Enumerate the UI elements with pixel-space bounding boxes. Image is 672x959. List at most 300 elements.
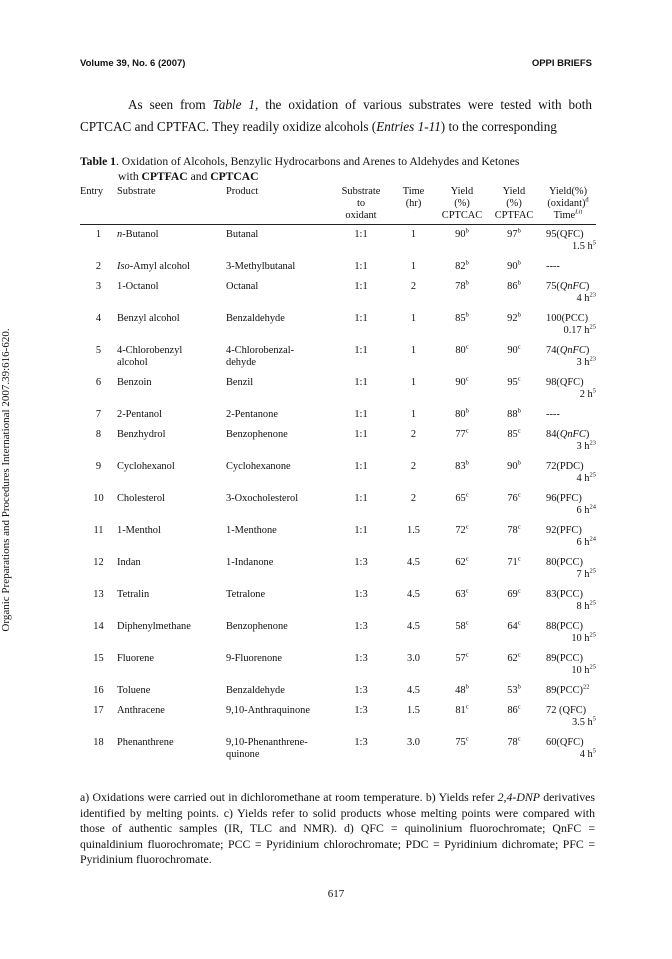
lit-yield: 80(PCC) (546, 557, 583, 568)
cell-ratio (331, 737, 391, 769)
ratio-value: 1:1 (354, 345, 368, 356)
ratio-value: 1:3 (354, 557, 368, 568)
yield-cptfac: 97 (507, 229, 518, 240)
lit-yield: 95(QFC) (546, 229, 584, 240)
time-value: 2 (410, 429, 417, 440)
yield-cptcac: 90 (455, 377, 466, 388)
yield-cptcac: 48 (455, 685, 466, 696)
cell-ratio (331, 589, 391, 621)
col-y2-3: CPTFAC (488, 210, 540, 225)
lit-time: 0.17 h (563, 325, 590, 336)
entry-number: 5 (95, 345, 102, 356)
yield-cptfac-note: c (517, 651, 521, 659)
product-name: Benzil (226, 377, 254, 388)
cell-product (226, 261, 331, 281)
substrate-prefix: n (117, 229, 123, 240)
yield-cptfac: 92 (507, 313, 518, 324)
yield-cptfac: 78 (507, 525, 518, 536)
yield-cptcac: 78 (455, 281, 466, 292)
header-row-1 (80, 186, 596, 198)
cell-substrate (117, 429, 226, 461)
table-footnotes (80, 790, 595, 868)
col-entry: Entry (80, 186, 104, 197)
yield-cptcac-note: c (465, 703, 469, 711)
cell-entry (80, 525, 117, 557)
cell-lit (540, 705, 596, 737)
lit-yield: 89(PCC) (546, 685, 583, 696)
cell-lit (540, 557, 596, 589)
cell-time (391, 705, 436, 737)
lit-time: 6 h (576, 537, 590, 548)
yield-cptcac: 80 (455, 409, 466, 420)
entry-number: 14 (93, 621, 104, 632)
product-name: 1-Indanone (226, 557, 274, 568)
yield-cptfac-note: c (517, 703, 521, 711)
substrate-name: Benzyl alcohol (117, 313, 180, 324)
yield-cptcac-note: b (465, 459, 469, 467)
table-row (80, 429, 596, 461)
ratio-value: 1:1 (354, 281, 368, 292)
cell-lit (540, 409, 596, 429)
lit-time-ref: 25 (589, 631, 596, 639)
yield-cptcac-note: c (465, 587, 469, 595)
cell-yield-cptcac (436, 409, 488, 429)
entry-number: 4 (95, 313, 102, 324)
cell-time (391, 409, 436, 429)
yield-cptfac-note: c (517, 587, 521, 595)
col-y1-1: Yield (450, 186, 474, 197)
cell-yield-cptfac (488, 705, 540, 737)
cell-lit (540, 377, 596, 409)
col-y3-1: Yield(%) (548, 186, 588, 197)
yield-cptcac: 58 (455, 621, 466, 632)
lit-time: 3 h (576, 357, 590, 368)
cell-entry (80, 225, 117, 262)
yield-cptcac-note: b (465, 311, 469, 319)
time-value: 2 (410, 281, 417, 292)
yield-cptfac-note: b (517, 227, 521, 235)
lit-time: 2 h (579, 389, 593, 400)
cell-yield-cptfac (488, 281, 540, 313)
cell-substrate (117, 313, 226, 345)
table-row (80, 261, 596, 281)
substrate-name: Cholesterol (117, 493, 165, 504)
table-row (80, 557, 596, 589)
yield-cptfac: 86 (507, 281, 518, 292)
cell-substrate (117, 281, 226, 313)
cell-entry (80, 281, 117, 313)
product-name: Butanal (226, 229, 259, 240)
substrate-name: 1-Menthol (117, 525, 161, 536)
time-value: 4.5 (407, 557, 420, 568)
ratio-value: 1:1 (354, 261, 368, 272)
caption-oxidant-2: CPTCAC (210, 170, 259, 183)
yield-cptcac-note: c (465, 427, 469, 435)
lit-time-ref: 5 (592, 747, 596, 755)
yield-cptcac: 63 (455, 589, 466, 600)
lit-yield: 84( (546, 429, 560, 440)
yield-cptfac: 69 (507, 589, 518, 600)
cell-lit (540, 493, 596, 525)
cell-yield-cptfac (488, 589, 540, 621)
substrate-line-2: alcohol (117, 357, 148, 368)
cell-substrate (117, 589, 226, 621)
cell-product (226, 461, 331, 493)
entry-number: 15 (93, 653, 104, 664)
cell-yield-cptfac (488, 261, 540, 281)
col-time-1: Time (402, 186, 425, 197)
yield-cptfac-note: c (517, 491, 521, 499)
table-row (80, 281, 596, 313)
yield-cptcac: 62 (455, 557, 466, 568)
entry-number: 11 (93, 525, 104, 536)
table-label: Table 1 (80, 155, 116, 168)
time-value: 1 (410, 261, 417, 272)
time-value: 1.5 (407, 525, 420, 536)
cell-product (226, 557, 331, 589)
yield-cptfac-note: b (517, 683, 521, 691)
col-y3-sup-d: d (585, 196, 589, 204)
cell-yield-cptcac (436, 377, 488, 409)
running-header-section: OPPI BRIEFS (531, 58, 592, 69)
time-value: 1 (410, 409, 417, 420)
yield-cptcac: 80 (455, 345, 466, 356)
intro-text-1: As seen from (128, 97, 213, 112)
cell-time (391, 653, 436, 685)
cell-lit (540, 313, 596, 345)
product-name: 2-Pentanone (226, 409, 278, 420)
footnote-dnp: 2,4-DNP (497, 790, 540, 804)
lit-close: ) (585, 281, 590, 292)
col-substrate: Substrate (117, 186, 156, 197)
cell-product (226, 589, 331, 621)
cell-yield-cptfac (488, 429, 540, 461)
cell-yield-cptfac (488, 737, 540, 769)
cell-ratio (331, 345, 391, 377)
lit-yield: 88(PCC) (546, 621, 583, 632)
cell-product (226, 621, 331, 653)
intro-table-ref: Table 1, (212, 97, 259, 112)
yield-cptcac-note: b (465, 227, 469, 235)
cell-lit (540, 525, 596, 557)
cell-yield-cptcac (436, 461, 488, 493)
yield-cptcac-note: c (465, 343, 469, 351)
cell-yield-cptcac (436, 345, 488, 377)
table-row (80, 737, 596, 769)
cell-lit (540, 589, 596, 621)
yield-cptfac: 64 (507, 621, 518, 632)
cell-lit (540, 345, 596, 377)
table-caption (80, 154, 595, 184)
lit-time: 3.5 h (571, 717, 593, 728)
cell-yield-cptfac (488, 377, 540, 409)
entry-number: 6 (95, 377, 102, 388)
lit-close: ) (585, 345, 590, 356)
yield-cptcac: 65 (455, 493, 466, 504)
cell-substrate (117, 621, 226, 653)
yield-cptcac-note: b (465, 407, 469, 415)
yield-cptcac: 83 (455, 461, 466, 472)
lit-yield: 96(PFC) (546, 493, 582, 504)
ratio-value: 1:1 (354, 429, 368, 440)
yield-cptfac: 85 (507, 429, 518, 440)
oxidation-table (80, 186, 596, 769)
lit-time-ref: 25 (589, 567, 596, 575)
col-ratio-2: to (356, 198, 366, 209)
lit-time: 10 h (571, 633, 590, 644)
substrate-name: Benzoin (117, 377, 152, 388)
cell-yield-cptcac (436, 705, 488, 737)
lit-time: 6 h (576, 505, 590, 516)
cell-time (391, 621, 436, 653)
entry-number: 1 (95, 229, 102, 240)
entry-number: 17 (93, 705, 104, 716)
time-value: 1 (410, 377, 417, 388)
cell-yield-cptcac (436, 653, 488, 685)
cell-yield-cptcac (436, 557, 488, 589)
cell-product (226, 493, 331, 525)
yield-cptcac: 81 (455, 705, 466, 716)
cell-yield-cptfac (488, 653, 540, 685)
cell-time (391, 525, 436, 557)
cell-yield-cptcac (436, 737, 488, 769)
cell-product (226, 685, 331, 705)
substrate-name: Indan (117, 557, 141, 568)
yield-cptcac-note: b (465, 683, 469, 691)
cell-entry (80, 345, 117, 377)
cell-yield-cptcac (436, 525, 488, 557)
cell-product (226, 377, 331, 409)
yield-cptcac-note: c (465, 651, 469, 659)
yield-cptcac: 57 (455, 653, 466, 664)
table-row (80, 377, 596, 409)
substrate-name: Anthracene (117, 705, 165, 716)
time-value: 1 (410, 345, 417, 356)
footnote-text-2: derivatives identified by melting points. c) Yields refer to solid products whose melting points were compared with those of authentic samples (IR, TLC and NMR). d) QFC = quinolinium fluorochromate; QnFC = quinaldinium fluorochromate; PCC = Pyridinium chlorochromate; PDC = Pyridinium dichromate; PFC = Pyridinium fluorochromate. (80, 790, 595, 866)
lit-time-ref: 5 (592, 715, 596, 723)
cell-ratio (331, 461, 391, 493)
cell-yield-cptfac (488, 313, 540, 345)
cell-yield-cptcac (436, 493, 488, 525)
entry-number: 8 (95, 429, 102, 440)
ratio-value: 1:1 (354, 377, 368, 388)
lit-oxidant: QnFC (559, 281, 586, 292)
cell-ratio (331, 261, 391, 281)
yield-cptcac: 90 (455, 229, 466, 240)
entry-number: 13 (93, 589, 104, 600)
cell-product (226, 281, 331, 313)
ratio-value: 1:1 (354, 525, 368, 536)
lit-yield: 72(PDC) (546, 461, 584, 472)
cell-time (391, 429, 436, 461)
product-name: Benzaldehyde (226, 685, 285, 696)
cell-entry (80, 261, 117, 281)
cell-ratio (331, 377, 391, 409)
cell-yield-cptfac (488, 685, 540, 705)
cell-ratio (331, 557, 391, 589)
intro-entries-ref: Entries 1-11 (376, 119, 441, 134)
side-citation-text: Organic Preparations and Procedures International 2007.39:616-620. (0, 328, 12, 632)
cell-ratio (331, 653, 391, 685)
cell-product (226, 737, 331, 769)
table-row (80, 705, 596, 737)
cell-entry (80, 653, 117, 685)
ratio-value: 1:3 (354, 685, 368, 696)
table-row (80, 461, 596, 493)
entry-number: 12 (93, 557, 104, 568)
ratio-value: 1:1 (354, 409, 368, 420)
cell-substrate (117, 461, 226, 493)
lit-time-ref: 25 (589, 471, 596, 479)
cell-product (226, 345, 331, 377)
substrate-name: Diphenylmethane (117, 621, 191, 632)
lit-yield: 60(QFC) (546, 737, 584, 748)
cell-time (391, 281, 436, 313)
cell-entry (80, 461, 117, 493)
col-product: Product (226, 186, 259, 197)
time-value: 1.5 (407, 705, 420, 716)
cell-substrate (117, 685, 226, 705)
yield-cptfac: 90 (507, 345, 518, 356)
cell-substrate (117, 409, 226, 429)
lit-time-ref: 25 (589, 599, 596, 607)
yield-cptfac-note: b (517, 279, 521, 287)
table-row (80, 225, 596, 262)
lit-time-ref: 5 (592, 239, 596, 247)
ratio-value: 1:3 (354, 621, 368, 632)
cell-lit (540, 685, 596, 705)
cell-product (226, 313, 331, 345)
lit-oxidant: QnFC (559, 345, 586, 356)
cell-substrate (117, 225, 226, 262)
cell-product (226, 225, 331, 262)
lit-yield: 72 (QFC) (546, 705, 587, 716)
lit-time-ref: 5 (592, 387, 596, 395)
col-y3-2 (540, 198, 596, 210)
yield-cptfac: 78 (507, 737, 518, 748)
cell-time (391, 685, 436, 705)
cell-substrate (117, 345, 226, 377)
cell-entry (80, 621, 117, 653)
cell-ratio (331, 281, 391, 313)
cell-yield-cptcac (436, 313, 488, 345)
yield-cptfac: 62 (507, 653, 518, 664)
cell-time (391, 737, 436, 769)
yield-cptcac-note: c (465, 619, 469, 627)
ratio-value: 1:1 (354, 229, 368, 240)
col-y3-2-text: (oxidant) (547, 198, 586, 209)
cell-lit (540, 653, 596, 685)
table-row (80, 409, 596, 429)
substrate-name: 1-Octanol (117, 281, 159, 292)
yield-cptfac: 53 (507, 685, 518, 696)
cell-yield-cptcac (436, 225, 488, 262)
yield-cptfac-note: c (517, 427, 521, 435)
cell-product (226, 705, 331, 737)
cell-substrate (117, 653, 226, 685)
table-row (80, 589, 596, 621)
cell-entry (80, 589, 117, 621)
ratio-value: 1:3 (354, 737, 368, 748)
cell-lit (540, 737, 596, 769)
cell-time (391, 261, 436, 281)
lit-ref: 22 (582, 683, 590, 691)
cell-entry (80, 705, 117, 737)
table-row (80, 525, 596, 557)
cell-yield-cptcac (436, 621, 488, 653)
cell-time (391, 345, 436, 377)
cell-entry (80, 737, 117, 769)
cell-entry (80, 429, 117, 461)
footnote-text-1: a) Oxidations were carried out in dichloromethane at room temperature. b) Yields refer (80, 790, 498, 804)
product-name: Benzophenone (226, 621, 288, 632)
table-row (80, 653, 596, 685)
product-name: Benzaldehyde (226, 313, 285, 324)
cell-product (226, 525, 331, 557)
cell-yield-cptfac (488, 345, 540, 377)
entry-number: 3 (95, 281, 102, 292)
cell-entry (80, 409, 117, 429)
entry-number: 10 (93, 493, 104, 504)
lit-time-ref: 25 (589, 323, 596, 331)
yield-cptfac-note: b (517, 259, 521, 267)
lit-time-ref: 23 (589, 291, 596, 299)
yield-cptfac-note: b (517, 407, 521, 415)
time-value: 4.5 (407, 589, 420, 600)
running-header-volume: Volume 39, No. 6 (2007) (80, 58, 186, 69)
lit-time-ref: 23 (589, 439, 596, 447)
col-y3-sup-lit: Lit (575, 208, 583, 216)
col-ratio-3: oxidant (331, 210, 391, 225)
ratio-value: 1:3 (354, 705, 368, 716)
time-value: 1 (410, 313, 417, 324)
yield-cptfac-note: c (517, 555, 521, 563)
cell-yield-cptfac (488, 409, 540, 429)
lit-time: 1.5 h (571, 241, 593, 252)
yield-cptcac-note: c (465, 555, 469, 563)
intro-text-2: the oxidation of various substrates were tested with both CPTCAC and CPTFAC. They readily oxidize alcohols ( (80, 97, 593, 134)
lit-time: 8 h (576, 601, 590, 612)
cell-yield-cptcac (436, 685, 488, 705)
cell-ratio (331, 705, 391, 737)
lit-time: 10 h (571, 665, 590, 676)
cell-product (226, 653, 331, 685)
cell-lit (540, 429, 596, 461)
yield-cptcac-note: c (465, 375, 469, 383)
entry-number: 7 (95, 409, 102, 420)
cell-time (391, 493, 436, 525)
col-y1-2: (%) (454, 198, 470, 209)
header-row-2 (80, 198, 596, 210)
entry-number: 18 (93, 737, 104, 748)
substrate-name: Fluorene (117, 653, 154, 664)
cell-time (391, 377, 436, 409)
time-value: 4.5 (407, 621, 420, 632)
entry-number: 9 (95, 461, 102, 472)
table-row (80, 313, 596, 345)
table-row (80, 493, 596, 525)
col-ratio-1: Substrate (341, 186, 381, 197)
yield-cptfac-note: b (517, 311, 521, 319)
substrate-name: Cyclohexanol (117, 461, 175, 472)
product-name: 1-Menthone (226, 525, 277, 536)
yield-cptfac: 71 (507, 557, 518, 568)
cell-substrate (117, 705, 226, 737)
cell-substrate (117, 525, 226, 557)
lit-yield: 89(PCC) (546, 653, 583, 664)
cell-time (391, 461, 436, 493)
ratio-value: 1:3 (354, 589, 368, 600)
